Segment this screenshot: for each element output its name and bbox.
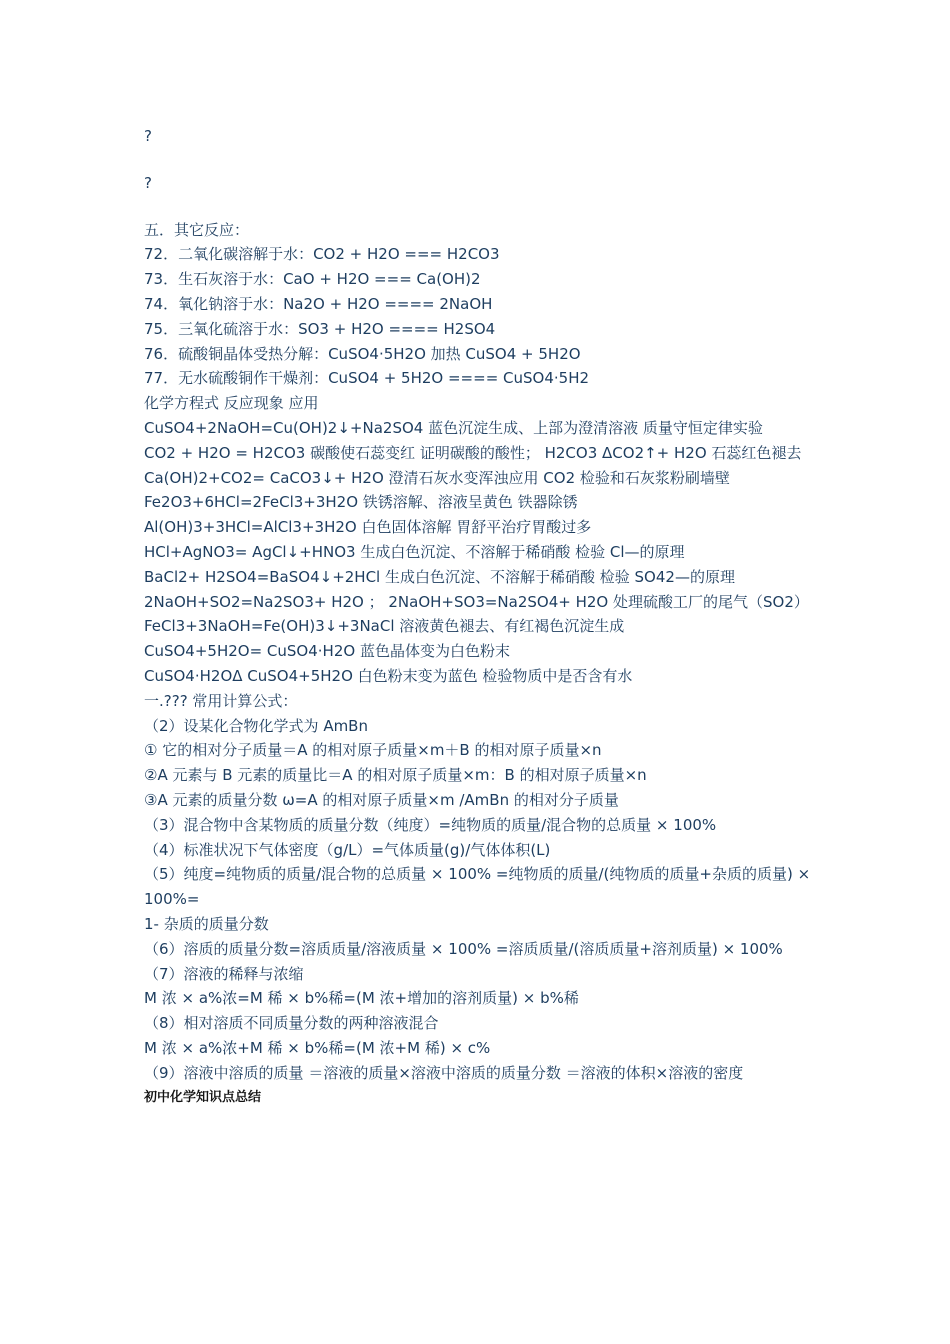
section-heading: 五．其它反应： <box>144 220 250 239</box>
equation-line: CuSO4·H2OΔ CuSO4+5H2O 白色粉末变为蓝色 检验物质中是否含有水 <box>144 666 633 685</box>
equation-line: Al(OH)3+3HCl=AlCl3+3H2O 白色固体溶解 胃舒平治疗胃酸过多 <box>144 518 592 537</box>
document-body <box>144 124 814 1122</box>
formula-line: ③A 元素的质量分数 ω=A 的相对原子质量×m /AmBn 的相对分子质量 <box>144 790 619 809</box>
equation-line: CuSO4+2NaOH=Cu(OH)2↓+Na2SO4 蓝色沉淀生成、上部为澄清溶液 质量守恒定律实验 <box>144 418 763 437</box>
table-header-line: 化学方程式 反应现象 应用 <box>144 394 319 413</box>
formula-line: （3）混合物中含某物质的质量分数（纯度）=纯物质的质量/混合物的总质量 × 100% <box>144 815 717 834</box>
spacer <box>144 196 814 218</box>
formula-line: （7）溶液的稀释与浓缩 <box>144 964 304 983</box>
spacer <box>144 149 814 171</box>
formula-line: M 浓 × a%浓=M 稀 × b%稀=(M 浓+增加的溶剂质量) × b%稀 <box>144 989 579 1008</box>
equation-line: Ca(OH)2+CO2= CaCO3↓+ H2O 澄清石灰水变浑浊应用 CO2 检验和石灰浆粉刷墙壁 <box>144 468 730 487</box>
formula-line: （6）溶质的质量分数=溶质质量/溶液质量 × 100% =溶质质量/(溶质质量+溶剂质量) × 100% <box>144 939 783 958</box>
equation-line: CO2 + H2O = H2CO3 碳酸使石蕊变红 证明碳酸的酸性； H2CO3 ΔCO2↑+ H2O 石蕊红色褪去 <box>144 443 802 462</box>
formula-line: （9）溶液中溶质的质量 ＝溶液的质量×溶液中溶质的质量分数 ＝溶液的体积×溶液的密度 <box>144 1063 744 1082</box>
reaction-line: 75．三氧化硫溶于水：SO3 + H2O ==== H2SO4 <box>144 319 496 338</box>
equation-line: Fe2O3+6HCl=2FeCl3+3H2O 铁锈溶解、溶液呈黄色 铁器除锈 <box>144 493 578 512</box>
reaction-line: 73．生石灰溶于水：CaO + H2O === Ca(OH)2 <box>144 270 481 289</box>
formula-line: ②A 元素与 B 元素的质量比＝A 的相对原子质量×m：B 的相对原子质量×n <box>144 766 647 785</box>
formula-line: （8）相对溶质不同质量分数的两种溶液混合 <box>144 1014 439 1033</box>
reaction-line: 74．氧化钠溶于水：Na2O + H2O ==== 2NaOH <box>144 294 493 313</box>
reaction-line: 72．二氧化碳溶解于水：CO2 + H2O === H2CO3 <box>144 245 500 264</box>
formula-section-heading: 一.??? 常用计算公式： <box>144 691 298 710</box>
equation-line: 2NaOH+SO2=Na2SO3+ H2O ； 2NaOH+SO3=Na2SO4+ H2O 处理硫酸工厂的尾气（SO2） <box>144 592 809 611</box>
equation-line: FeCl3+3NaOH=Fe(OH)3↓+3NaCl 溶液黄色褪去、有红褐色沉淀生成 <box>144 617 625 636</box>
formula-line: ① 它的相对分子质量＝A 的相对原子质量×m＋B 的相对原子质量×n <box>144 741 602 760</box>
formula-line: （4）标准状况下气体密度（g/L）=气体质量(g)/气体体积(L) <box>144 840 551 859</box>
formula-line: （2）设某化合物化学式为 AmBn <box>144 716 368 735</box>
equation-line: BaCl2+ H2SO4=BaSO4↓+2HCl 生成白色沉淀、不溶解于稀硝酸 检验 SO42—的原理 <box>144 567 735 586</box>
equation-line: HCl+AgNO3= AgCl↓+HNO3 生成白色沉淀、不溶解于稀硝酸 检验 Cl—的原理 <box>144 542 685 561</box>
placeholder-mark-1: ? <box>144 127 152 145</box>
reaction-line: 77．无水硫酸铜作干燥剂：CuSO4 + 5H2O ==== CuSO4·5H2 <box>144 369 590 388</box>
document-footer-title: 初中化学知识点总结 <box>144 1090 262 1106</box>
formula-line: 1- 杂质的质量分数 <box>144 914 269 933</box>
equation-line: CuSO4+5H2O= CuSO4·H2O 蓝色晶体变为白色粉末 <box>144 642 510 661</box>
reaction-line: 76．硫酸铜晶体受热分解：CuSO4·5H2O 加热 CuSO4 + 5H2O <box>144 344 581 363</box>
formula-line: M 浓 × a%浓+M 稀 × b%稀=(M 浓+M 稀) × c% <box>144 1038 491 1057</box>
formula-line: （5）纯度=纯物质的质量/混合物的总质量 × 100% =纯物质的质量/(纯物质的质量+杂质的质量) × 100%= <box>144 865 811 909</box>
placeholder-mark-2: ? <box>144 173 152 192</box>
